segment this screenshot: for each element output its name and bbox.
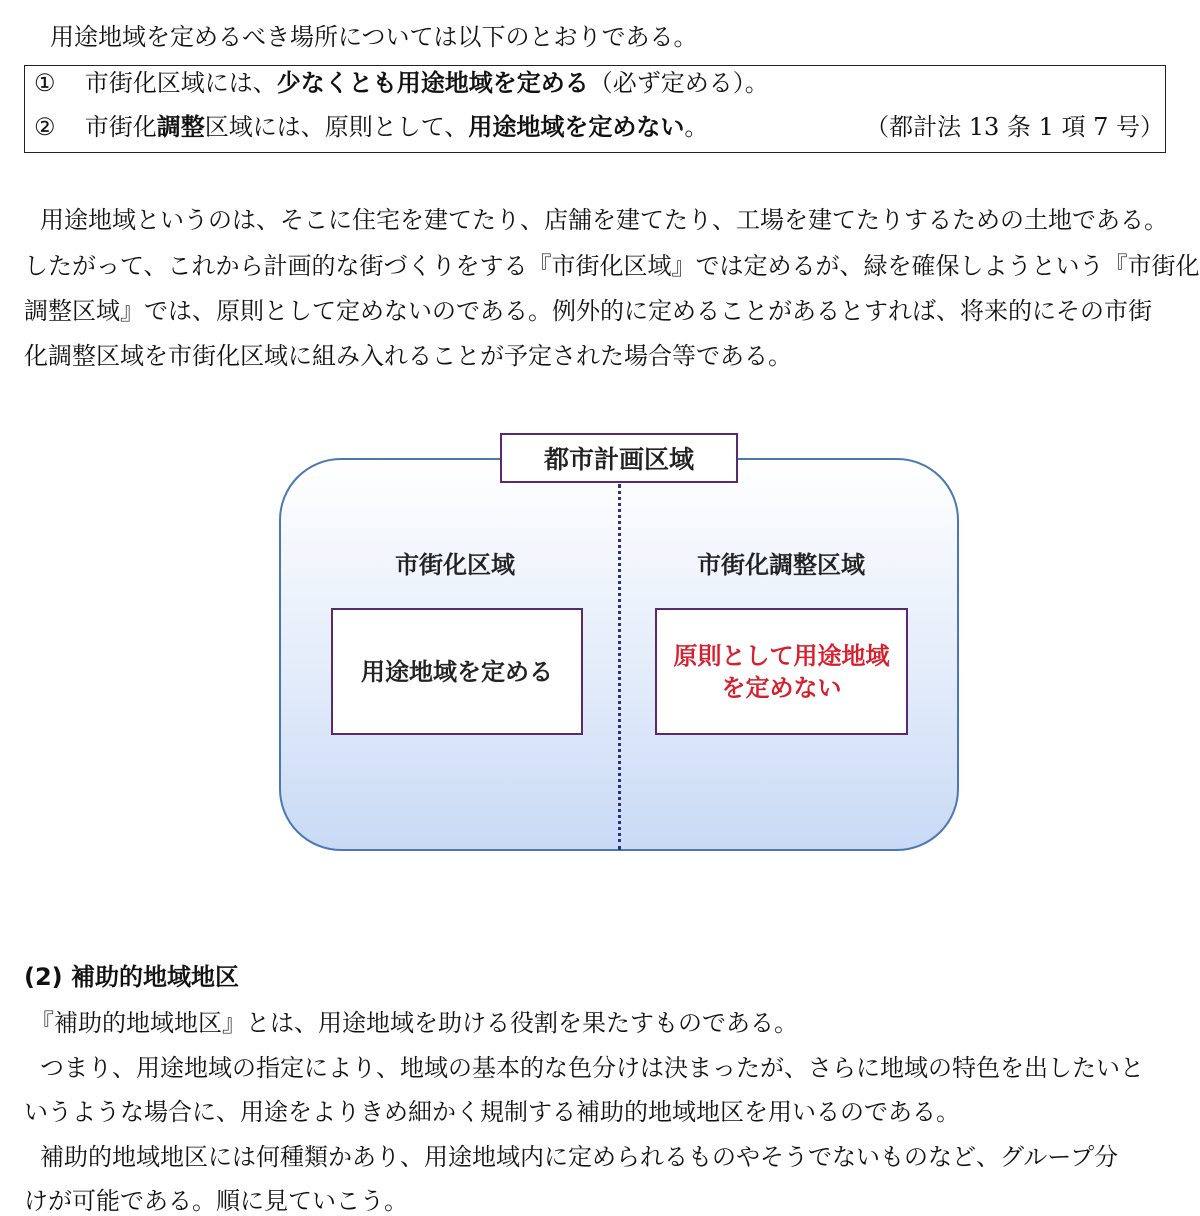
rule-2-text-bold-2: 用途地域を定めない xyxy=(468,113,685,141)
rule-2-text-e: 。 xyxy=(684,113,709,141)
control-box-line-1: 原則として用途地域 xyxy=(673,641,890,670)
intro-text: 用途地域を定めるべき場所については以下のとおりである。 xyxy=(50,23,698,51)
urbanization-control-area-box xyxy=(655,608,908,735)
rule-1-text-bold: 少なくとも用途地域を定める xyxy=(276,69,589,97)
rule-1 xyxy=(34,68,769,98)
section-2-line-2: つまり、用途地域の指定により、地域の基本的な色分けは決まったが、さらに地域の特色を出したいと xyxy=(40,1054,1144,1082)
rule-2-text-a: 市街化 xyxy=(84,113,157,141)
urbanization-control-area-label: 市街化調整区域 xyxy=(697,551,865,579)
urbanization-area-label: 市街化区域 xyxy=(395,551,515,579)
paragraph-1-line-2: したがって、これから計画的な街づくりをする『市街化区域』では定めるが、緑を確保しようという『市街化 xyxy=(24,252,1200,280)
diagram-title: 都市計画区域 xyxy=(500,433,738,483)
section-2-line-5: けが可能である。順に見ていこう。 xyxy=(24,1187,408,1215)
control-box-line-2: を定めない xyxy=(721,673,842,702)
rule-2-text-bold-1: 調整 xyxy=(156,113,205,141)
zone-divider xyxy=(618,484,621,850)
rule-2 xyxy=(34,112,708,142)
paragraph-1-line-3: 調整区域』では、原則として定めないのである。例外的に定めることがあるとすれば、将来的にその市街 xyxy=(24,297,1152,325)
rule-1-number: ① xyxy=(34,69,56,97)
rule-1-text-c: （必ず定める）。 xyxy=(588,69,769,97)
paragraph-1-line-1: 用途地域というのは、そこに住宅を建てたり、店舗を建てたり、工場を建てたりするための土地である。 xyxy=(40,206,1168,234)
urbanization-area-box: 用途地域を定める xyxy=(331,608,583,735)
section-2-heading: (2) 補助的地域地区 xyxy=(24,963,239,991)
rule-1-text-a: 市街化区域には、 xyxy=(84,69,277,97)
rule-2-text-c: 区域には、原則として、 xyxy=(204,113,469,141)
section-2-line-4: 補助的地域地区には何種類かあり、用途地域内に定められるものやそうでないものなど、グループ分 xyxy=(40,1143,1119,1171)
section-2-line-3: いうような場合に、用途をよりきめ細かく規制する補助的地域地区を用いるのである。 xyxy=(24,1098,960,1126)
section-2-line-1: 『補助的地域地区』とは、用途地域を助ける役割を果たすものである。 xyxy=(30,1009,798,1037)
paragraph-1-line-4: 化調整区域を市街化区域に組み入れることが予定された場合等である。 xyxy=(24,342,792,370)
rule-2-number: ② xyxy=(34,113,56,141)
rule-2-citation: （都計法 13 条 1 項 7 号） xyxy=(865,113,1164,141)
